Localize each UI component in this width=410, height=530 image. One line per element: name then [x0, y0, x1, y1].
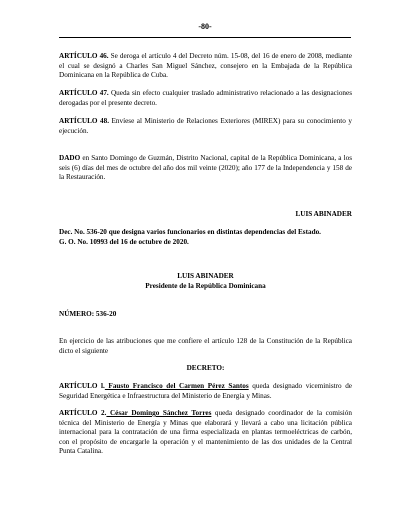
decree-reference-line2: G. O. No. 10993 del 16 de octubre de 2020.: [59, 237, 189, 246]
president-title: Presidente de la República Dominicana: [145, 281, 266, 290]
article-1-text: queda designado viceministro de Seguridad Energética e Infraestructura del Ministerio de Energía y Minas.: [59, 382, 352, 400]
signature-name: LUIS ABINADER: [295, 210, 352, 218]
article-48-text: Envíese al Ministerio de Relaciones Exteriores (MIREX) para su conocimiento y ejecución.: [59, 117, 352, 135]
article-47: [59, 89, 352, 108]
decree-reference: [59, 228, 352, 247]
decree-reference-line1: Dec. No. 536-20 que designa varios funcionarios en distintas dependencias del Estado.: [59, 228, 321, 236]
article-1-label: ARTÍCULO l.: [59, 382, 105, 390]
article-46-label: ARTÍCULO 46.: [59, 52, 109, 60]
header-rule: [59, 37, 351, 38]
article-48: [59, 117, 352, 136]
preamble: En ejercicio de las atribuciones que me confiere el artículo 128 de la Constitución de la República dicto el siguiente: [59, 337, 352, 355]
article-1: [59, 382, 352, 401]
article-46-text: Se deroga el artículo 4 del Decreto núm. 15-08, del 16 de enero de 2008, mediante el cual se designó a Charles San Miguel Sánchez, consejero en la Embajada de la República Dominicana en la República de Cuba.: [59, 52, 352, 80]
dado-label: DADO: [59, 154, 81, 162]
article-48-label: ARTÍCULO 48.: [59, 117, 109, 125]
dado-clause: [59, 154, 352, 183]
decreto-heading: DECRETO:: [186, 364, 225, 372]
article-47-label: ARTÍCULO 47.: [59, 89, 109, 97]
article-1-name: Fausto Francisco del Carmen Pérez Santos: [104, 382, 249, 390]
article-2-label: ARTÍCULO 2.: [59, 409, 107, 417]
president-name: LUIS ABINADER: [177, 272, 234, 280]
article-46: [59, 52, 352, 81]
page-number: -80-: [198, 22, 212, 31]
article-2-text: queda designado coordinador de la comisión técnica del Ministerio de Energía y Minas que elaborará y llevará a cabo una licitación pública internacional para la contratación de una firma especializada en plantas termoeléctricas de carbón, con el propósito de encargarle la operación y el mantenimiento de las dos unidades de la Central Punta Catalina.: [59, 409, 352, 456]
article-2: [59, 409, 352, 457]
decree-number: NÚMERO: 536-20: [59, 310, 117, 318]
president-block: [59, 272, 352, 291]
article-47-text: Queda sin efecto cualquier traslado administrativo relacionado a las designaciones derogadas por el presente decreto.: [59, 89, 352, 107]
article-2-name: César Domingo Sánchez Torres: [106, 409, 212, 417]
dado-text: en Santo Domingo de Guzmán, Distrito Nacional, capital de la República Dominicana, a los seis (6) días del mes de octubre del año dos mil veinte (2020); año 177 de la Independencia y 158 de la Restauración.: [59, 154, 352, 182]
